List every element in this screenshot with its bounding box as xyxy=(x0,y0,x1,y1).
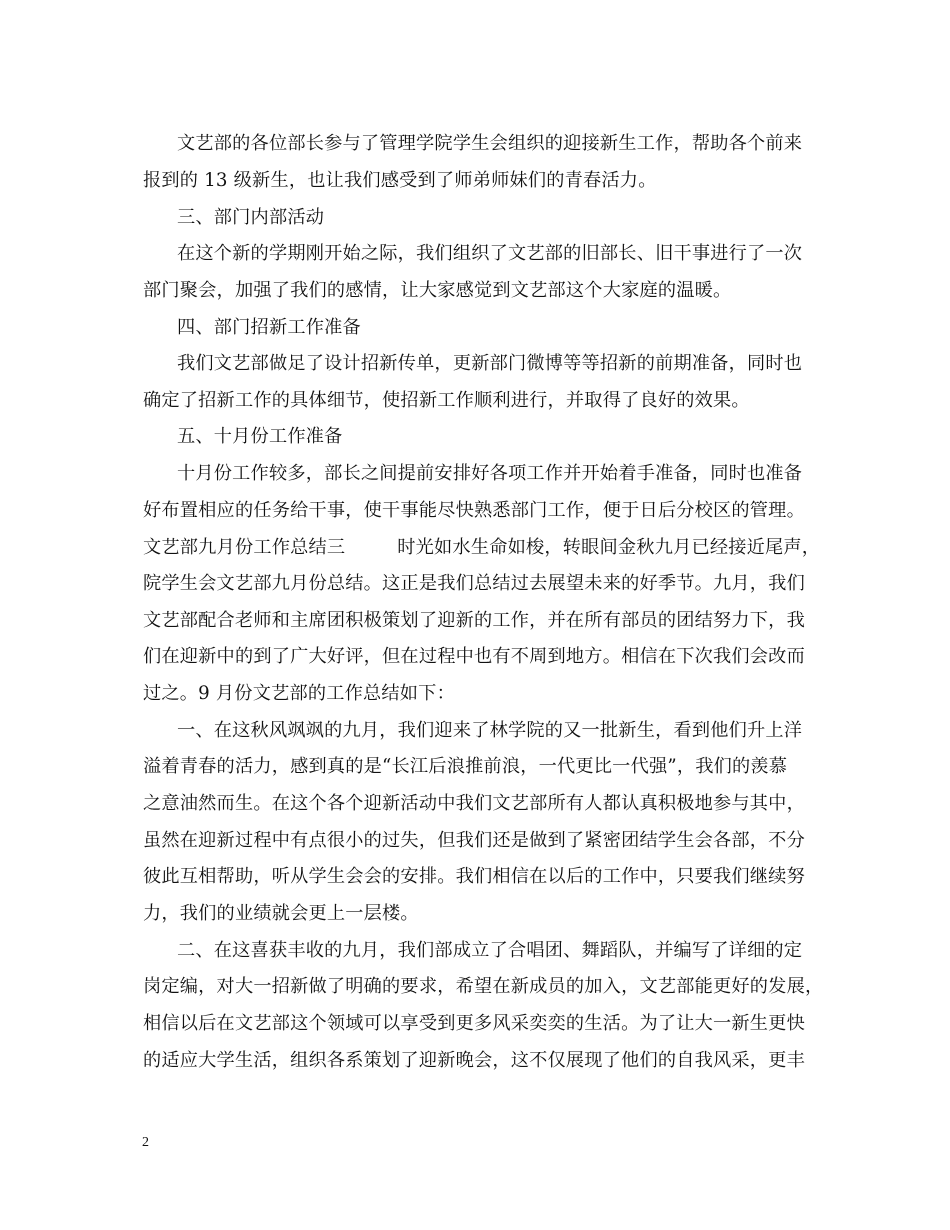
body-text-line: 确定了招新工作的具体细节，使招新工作顺利进行，并取得了良好的效果。 xyxy=(143,390,750,411)
body-text-line: 溢着青春的活力，感到真的是“长江后浪推前浪，一代更比一代强”，我们的羡慕 xyxy=(143,756,788,777)
summary-intro: 时光如水生命如梭，转眼间金秋九月已经接近尾声， xyxy=(397,537,821,558)
body-text-line: 们在迎新中的到了广大好评，但在过程中也有不周到地方。相信在下次我们会改而 xyxy=(143,646,805,667)
body-text-line: 相信以后在文艺部这个领域可以享受到更多风采奕奕的生活。为了让大一新生更快 xyxy=(143,1013,805,1034)
body-text-line: 岗定编，对大一招新做了明确的要求，希望在新成员的加入，文艺部能更好的发展， xyxy=(143,976,824,997)
summary-title: 文艺部九月份工作总结三 xyxy=(143,537,346,558)
body-text-line: 部门聚会，加强了我们的感情，让大家感觉到文艺部这个大家庭的温暖。 xyxy=(143,280,732,301)
body-text-line: 彼此互相帮助，听从学生会会的安排。我们相信在以后的工作中，只要我们继续努 xyxy=(143,866,805,887)
body-text-line: 我们文艺部做足了设计招新传单，更新部门微博等等招新的前期准备，同时也 xyxy=(177,353,803,374)
body-text-line: 报到的 13 级新生，也让我们感受到了师弟师妹们的青春活力。 xyxy=(143,170,657,191)
body-text-line: 过之。9 月份文艺部的工作总结如下： xyxy=(143,683,455,704)
body-text-line: 文艺部的各位部长参与了管理学院学生会组织的迎接新生工作，帮助各个前来 xyxy=(177,133,803,154)
body-text-line: 力，我们的业绩就会更上一层楼。 xyxy=(143,903,419,924)
body-text-line: 十月份工作较多，部长之间提前安排好各项工作并开始着手准备，同时也准备 xyxy=(177,463,803,484)
section-heading: 五、十月份工作准备 xyxy=(177,426,343,447)
body-text-line: 在这个新的学期刚开始之际，我们组织了文艺部的旧部长、旧干事进行了一次 xyxy=(177,243,803,264)
body-text-line: 之意油然而生。在这个各个迎新活动中我们文艺部所有人都认真积极地参与其中， xyxy=(143,793,805,814)
summary-title-line xyxy=(143,536,823,560)
page-number: 2 xyxy=(142,1135,149,1150)
body-text-line: 文艺部配合老师和主席团积极策划了迎新的工作，并在所有部员的团结努力下，我 xyxy=(143,610,805,631)
body-text-line: 的适应大学生活，组织各系策划了迎新晚会，这不仅展现了他们的自我风采，更丰 xyxy=(143,1050,805,1071)
body-text-line: 院学生会文艺部九月份总结。这正是我们总结过去展望未来的好季节。九月，我们 xyxy=(143,573,805,594)
body-text-line: 虽然在迎新过程中有点很小的过失，但我们还是做到了紧密团结学生会各部，不分 xyxy=(143,830,805,851)
section-heading: 四、部门招新工作准备 xyxy=(177,317,361,338)
section-heading: 三、部门内部活动 xyxy=(177,207,325,228)
body-text-line: 二、在这喜获丰收的九月，我们部成立了合唱团、舞蹈队，并编写了详细的定 xyxy=(177,940,803,961)
body-text-line: 好布置相应的任务给干事，使干事能尽快熟悉部门工作，便于日后分校区的管理。 xyxy=(143,500,805,521)
body-text-line: 一、在这秋风飒飒的九月，我们迎来了林学院的又一批新生，看到他们升上洋 xyxy=(177,720,803,741)
